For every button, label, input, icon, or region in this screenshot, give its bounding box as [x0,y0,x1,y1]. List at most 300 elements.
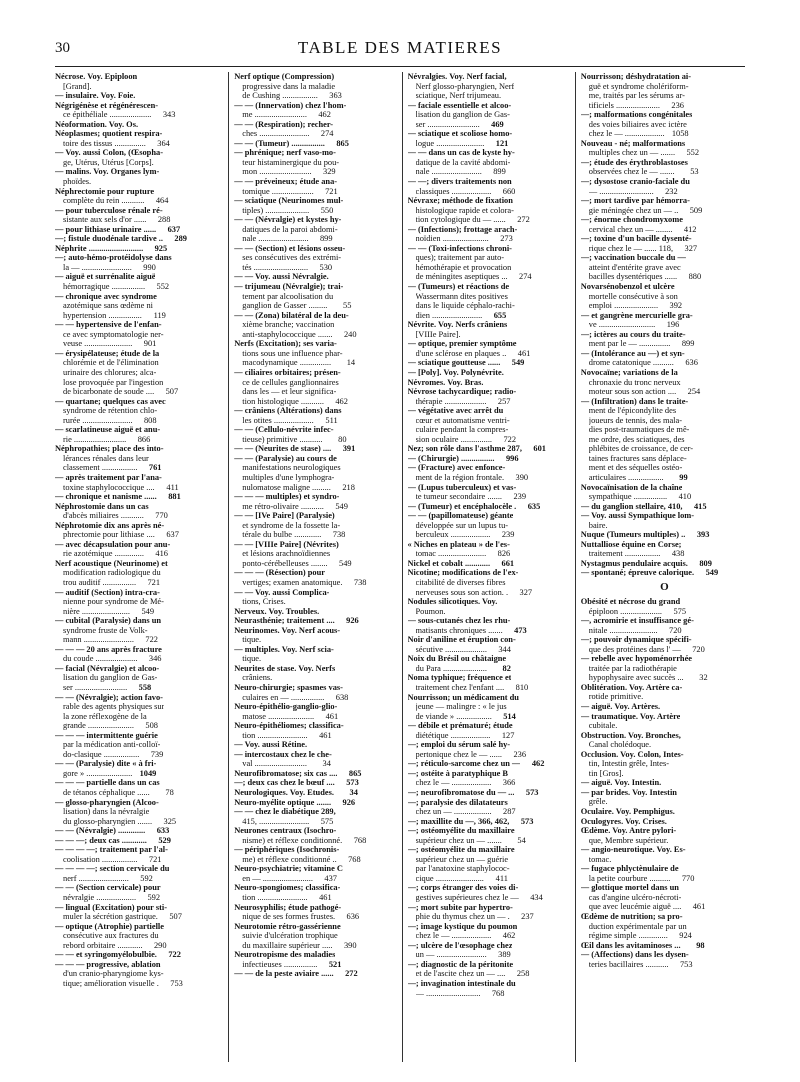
page-ref: 637 [166,530,179,540]
entry-text: chlorémie et de l'élimination [63,358,159,368]
page-ref: 258 [516,969,530,979]
entry-line [55,120,223,130]
entry-text: Novocaïnisation de la chaîne [580,482,683,492]
entry-line [408,311,570,321]
page-ref: 80 [338,434,347,444]
entry-line [55,139,223,149]
entry-line [55,301,223,311]
entry-text: val ......................... [242,759,307,769]
entry-text: tificiels ..................... [588,100,660,110]
page-ref: 901 [143,339,157,349]
entry-text: rotide primitive. [588,692,644,702]
index-entry [234,626,396,645]
entry-text: Neuro-psychiatrie; vitamine C [234,864,343,874]
entry-text: par l'anatoxine staphylococ- [415,864,510,874]
index-entry [234,540,396,569]
entry-text: matose ...................... [242,711,315,721]
entry-line [55,769,223,779]
entry-text: Nodules silicotiques. Voy. [407,597,498,607]
page-ref: 410 [678,492,692,502]
entry-text: sécutive .................... [415,644,487,654]
page-ref: 660 [502,186,516,196]
index-entry [55,903,223,922]
entry-text: traitée par la radiothérapie [588,663,677,673]
entry-text: taines fractures sans déplace- [588,453,687,463]
index-entry [55,148,223,167]
entry-text: —; image kystique du poumon [407,921,518,931]
entry-line [234,215,396,225]
entry-text: — périphériques (Isochronis- [234,845,340,855]
entry-text: Œdème. Voy. Antre pylori- [580,826,677,836]
entry-line [408,397,570,407]
entry-line [581,435,748,445]
entry-text: rique chez le — ...... 118, [588,243,674,253]
entry-line [234,712,396,722]
entry-line [234,798,396,808]
entry-text: — lingual (Excitation) pour sti- [55,902,167,912]
entry-line [234,673,396,683]
entry-text: modification radiologique du [63,568,161,578]
entry-line [234,578,396,588]
entry-text: mortelle consécutive à son [588,291,678,301]
page-ref: 768 [348,854,361,864]
page-ref: 1058 [671,129,689,139]
entry-text: cervical chez un — ........ [588,224,673,234]
entry-line [408,883,570,893]
page-ref: 722 [503,434,517,444]
page-ref: 254 [687,387,701,397]
entry-line [234,463,396,473]
index-entry [234,444,396,454]
entry-line [55,912,223,922]
entry-text: — — (Section cervicale) pour [55,883,161,893]
page-ref: 810 [515,683,529,692]
entry-line [581,397,748,407]
entry-text: [Grand]. [63,81,92,91]
entry-line [581,931,748,941]
entry-text: — — (papillomateuse) géante [407,511,514,521]
entry-text: —; paralysie des dilatateurs [407,797,508,807]
entry-text: xième branche; vaccination [242,320,335,330]
entry-text: diététique ................... [415,730,491,740]
entry-line [408,139,570,149]
entry-text: ser ......................... [63,683,128,692]
entry-text: hypophysaire avec succès ... [588,673,684,683]
page-ref: 507 [169,912,182,922]
entry-line [234,473,396,483]
index-entry [408,740,570,759]
entry-text: Néphrostomie dans un cas [55,501,149,511]
entry-text: Novarsénobenzol et ulcère [580,282,675,292]
entry-line [581,607,748,617]
entry-line [581,826,748,836]
entry-text: guë et syndrome cholériform- [588,81,689,91]
entry-text: —; pouvoir dynamique spécifi- [580,635,692,645]
entry-line [55,196,223,206]
index-entry [408,597,570,616]
entry-line [55,263,223,273]
entry-text: — .......................... [415,988,481,998]
entry-line [234,110,396,120]
index-entry [234,883,396,902]
index-entry [408,960,570,979]
entry-text: la — ........................ [63,262,132,272]
entry-line [408,101,570,111]
entry-line [581,129,748,139]
entry-line [581,292,748,302]
entry-line [234,588,396,598]
entry-text: de méningites aseptiques ... [415,272,508,282]
entry-text: —; invagination intestinale du [407,978,516,988]
page-ref: 592 [147,893,161,903]
page-ref: 601 [533,444,546,454]
entry-line [55,664,223,674]
entry-text: tin, Intestin grêle, Intes- [588,759,669,769]
entry-line [408,483,570,493]
entry-text: d'abcès miliaires ........... [63,511,144,521]
index-entry [581,654,748,683]
entry-text: Néoplasmes; quotient respira- [55,129,163,139]
entry-text: tiples) ..................... [242,205,310,215]
page-ref: 722 [145,635,158,645]
entry-text: Noix du Brésil ou châtaigne [407,654,507,664]
entry-text: — — (Zona) bilatéral de la deu- [234,310,349,320]
entry-line [234,607,396,617]
index-entry [55,883,223,902]
index-entry [234,282,396,311]
entry-line [408,922,570,932]
entry-text: —; mort subite par hypertro- [407,902,513,912]
entry-line [55,148,223,158]
entry-line [234,941,396,951]
entry-line [55,540,223,550]
entry-line [581,759,748,769]
index-entry [581,778,748,788]
entry-text: — chronique avec syndrome [55,291,157,301]
entry-line [581,683,748,693]
entry-line [234,425,396,435]
entry-text: — (Lupus tuberculeux) et vas- [407,482,517,492]
entry-line [408,712,570,722]
entry-text: les otites ................... [242,415,314,425]
entry-line [581,215,748,225]
page-ref: 549 [705,568,719,578]
entry-text: ce avec symptomatologie ner- [63,329,164,339]
entry-text: ce de cellules ganglionnaires [242,377,339,387]
entry-text: développée sur un lupus tu- [415,520,509,530]
entry-line [581,769,748,779]
entry-line [581,158,748,168]
entry-line [234,788,396,798]
entry-text: matisants chroniques ....... [415,625,503,635]
entry-line [234,82,396,92]
entry-line [408,330,570,340]
entry-text: Nerf glosso-pharyngien, Nerf [415,81,515,91]
index-column-1 [55,72,228,1062]
page-ref: 82 [502,663,511,673]
entry-text: — érysipélateuse; étude de la [55,348,160,358]
entry-text: bacilles dysentériques ...... [588,272,678,282]
entry-line [581,225,748,235]
entry-line [55,826,223,836]
entry-text: « Niches en plateau » de l'es- [407,539,510,549]
entry-text: — sciatique et scoliose homo- [407,129,513,139]
entry-line [581,511,748,521]
entry-line [408,530,570,540]
index-entry [234,922,396,951]
entry-text: — — préveineux; étude ana- [234,177,338,187]
index-entry [408,941,570,960]
entry-text: Néphropathies; place des into- [55,444,164,454]
page-ref: 34 [349,788,358,798]
entry-line [234,568,396,578]
entry-line [55,836,223,846]
entry-text: en — ........................ [242,873,313,883]
entry-line [408,91,570,101]
entry-text: Nez; son rôle dans l'asthme 287, [407,444,522,454]
entry-text: — glottique mortel dans un [580,883,679,893]
entry-text: ponto-cérébelleuses ........ [242,558,328,568]
entry-text: — scarlatineuse aiguë et anu- [55,425,161,435]
index-entry [581,702,748,712]
index-entry [408,798,570,817]
entry-line [234,492,396,502]
entry-text: Neurinomes. Voy. Nerf acous- [234,625,341,635]
index-entry [581,788,748,807]
entry-text: atteint d'entérite grave avec [588,262,681,272]
entry-text: Neurasthénie; traitement .... [234,616,335,626]
entry-text: urinaire des chlorures; alca- [63,367,157,377]
entry-line [581,721,748,731]
entry-text: — (Infections); frottage arach- [407,224,518,234]
entry-line [234,148,396,158]
entry-line [408,693,570,703]
page-ref: 272 [517,215,530,225]
index-entry [581,196,748,215]
page-ref: 529 [158,835,171,845]
page-ref: 343 [162,110,176,120]
page-ref: 390 [343,940,357,950]
entry-text: — optique (Atrophie) partielle [55,921,164,931]
entry-text: ment par le — ............... [588,339,671,349]
entry-text: —; vaccination buccale du — [580,253,686,263]
entry-line [55,368,223,378]
entry-line [581,960,748,970]
entry-text: Œil dans les avitaminoses ... [580,940,681,950]
entry-text: traitement ................. [588,549,661,559]
entry-line [581,187,748,197]
entry-text: muler la sécrétion gastrique. [63,912,158,922]
entry-line [581,807,748,817]
entry-text: — angio-neurotique. Voy. Es- [580,845,686,855]
entry-line [234,320,396,330]
entry-text: multiples chez un — ....... [588,148,676,158]
entry-text: nitale ....................... [588,625,658,635]
entry-text: gestives supérieures chez le — [415,893,519,903]
page-ref: 461 [517,348,531,358]
index-entry [581,139,748,158]
entry-text: do-clasique ................. [63,749,140,759]
index-entry [234,616,396,626]
page-ref: 899 [681,339,695,349]
index-entry [55,664,223,693]
page-header [55,38,745,60]
entry-line [581,101,748,111]
entry-text: de viande » ................. [415,711,492,721]
entry-line [581,568,748,578]
index-entry [408,788,570,798]
entry-text: — — (Innervation) chez l'hom- [234,100,347,110]
index-entry [55,397,223,426]
page-ref: 926 [342,797,356,807]
entry-line [581,502,748,512]
index-entry [581,483,748,502]
entry-text: ques); traitement par auto- [415,253,505,263]
entry-line [55,969,223,979]
entry-line [581,148,748,158]
entry-text: pertonique chez le — ...... [415,749,503,759]
page-ref: 558 [138,683,152,692]
entry-text: Nouveau - né; malformations [580,138,686,148]
page-ref: 461 [692,902,706,912]
entry-line [234,483,396,493]
entry-line [55,82,223,92]
entry-line [581,244,748,254]
entry-text: logue ....................... [415,138,485,148]
entry-text: drome catatonique .......... [588,358,674,368]
entry-text: emploi ..................... [588,301,659,311]
index-entry [55,206,223,225]
entry-line [234,282,396,292]
page-ref: 289 [174,234,187,244]
entry-line [234,378,396,388]
entry-text: nienne pour syndrome de Mé- [63,597,164,607]
entry-text: hypertension ................ [63,310,142,320]
page-ref: 461 [319,730,332,740]
page-ref: 573 [525,788,539,798]
entry-line [581,864,748,874]
entry-text: dans le liquide céphalo-rachi- [415,301,515,311]
page-ref: 592 [140,873,153,883]
entry-text: — — (Tumeur) ................ [234,138,325,148]
entry-line [55,950,223,960]
index-entry [234,950,396,969]
entry-line [234,845,396,855]
page-ref: 770 [681,873,695,883]
entry-line [234,950,396,960]
entry-text: — facial (Névralgie) et alcoo- [55,663,160,673]
entry-line [408,635,570,645]
entry-text: classiques ................... [415,186,492,196]
entry-text: — [Poly]. Voy. Polynévrite. [407,367,504,377]
page-ref: 721 [325,186,338,196]
header-rule [55,66,745,67]
entry-text: Neuro-épithéliomes; classifica- [234,721,344,731]
entry-line [408,778,570,788]
page-ref: 925 [154,243,168,253]
entry-text: Neurofibromatose; six cas .... [234,768,338,778]
entry-text: Nickel et cobalt ............ [407,558,491,568]
page-ref: 808 [143,415,157,425]
index-entry [408,368,570,378]
entry-line [581,912,748,922]
entry-line [234,530,396,540]
entry-text: citabilité de diverses fibres [415,577,506,587]
entry-text: —; deux cas chez le bœuf .... [234,778,335,788]
entry-text: Nicotine; modifications de l'ex- [407,568,519,578]
entry-text: teries bacillaires ........... [588,959,669,969]
entry-text: Nerf optique (Compression) [234,72,335,81]
entry-text: — aiguë. Voy. Artères. [580,702,661,711]
page-ref: 753 [679,959,693,969]
index-entry [55,950,223,960]
page-ref: 768 [353,835,367,845]
entry-line [408,206,570,216]
page-ref: 272 [345,969,358,979]
index-entry [581,234,748,253]
entry-line [55,712,223,722]
entry-line [234,416,396,426]
entry-text: rie ......................... [63,434,127,444]
entry-line [581,387,748,397]
entry-line [55,502,223,512]
entry-line [55,158,223,168]
entry-line [581,922,748,932]
entry-text: nisme) et réflexe conditionné. [242,835,343,845]
page-ref: 416 [155,549,168,559]
entry-line [581,883,748,893]
index-entry [234,702,396,721]
entry-line [55,215,223,225]
index-entry [408,922,570,941]
entry-line [581,635,748,645]
entry-line [55,645,223,655]
entry-text: moteur sous son action .... [588,387,677,397]
entry-line [234,339,396,349]
entry-text: Obstruction. Voy. Bronches, [580,730,681,740]
entry-line [234,196,396,206]
page-ref: 469 [491,119,504,129]
index-entry [408,568,570,597]
entry-text: sympathique ................ [588,492,668,502]
index-entry [234,568,396,587]
index-entry [581,616,748,635]
entry-text: vertiges; examen anatomique. [242,577,343,587]
entry-text: que, Membre supérieur. [588,835,669,845]
entry-line [55,817,223,827]
entry-line [408,187,570,197]
index-entry [55,167,223,186]
index-entry [581,397,748,483]
entry-text: tion cytologique du — ...... [415,215,506,225]
entry-line [55,225,223,235]
entry-text: crâniens. [242,673,273,683]
entry-text: térale du bulbe ............. [242,530,322,540]
entry-line [408,874,570,884]
entry-text: — débile et prématuré; étude [407,721,513,731]
entry-line [408,454,570,464]
entry-line [408,597,570,607]
entry-line [408,864,570,874]
entry-line [234,750,396,760]
entry-line [581,253,748,263]
entry-line [408,263,570,273]
entry-line [408,502,570,512]
entry-line [234,521,396,531]
page-ref: 1049 [139,768,157,778]
index-entry [581,110,748,139]
entry-text: phie du thymus chez un — . [415,912,510,922]
